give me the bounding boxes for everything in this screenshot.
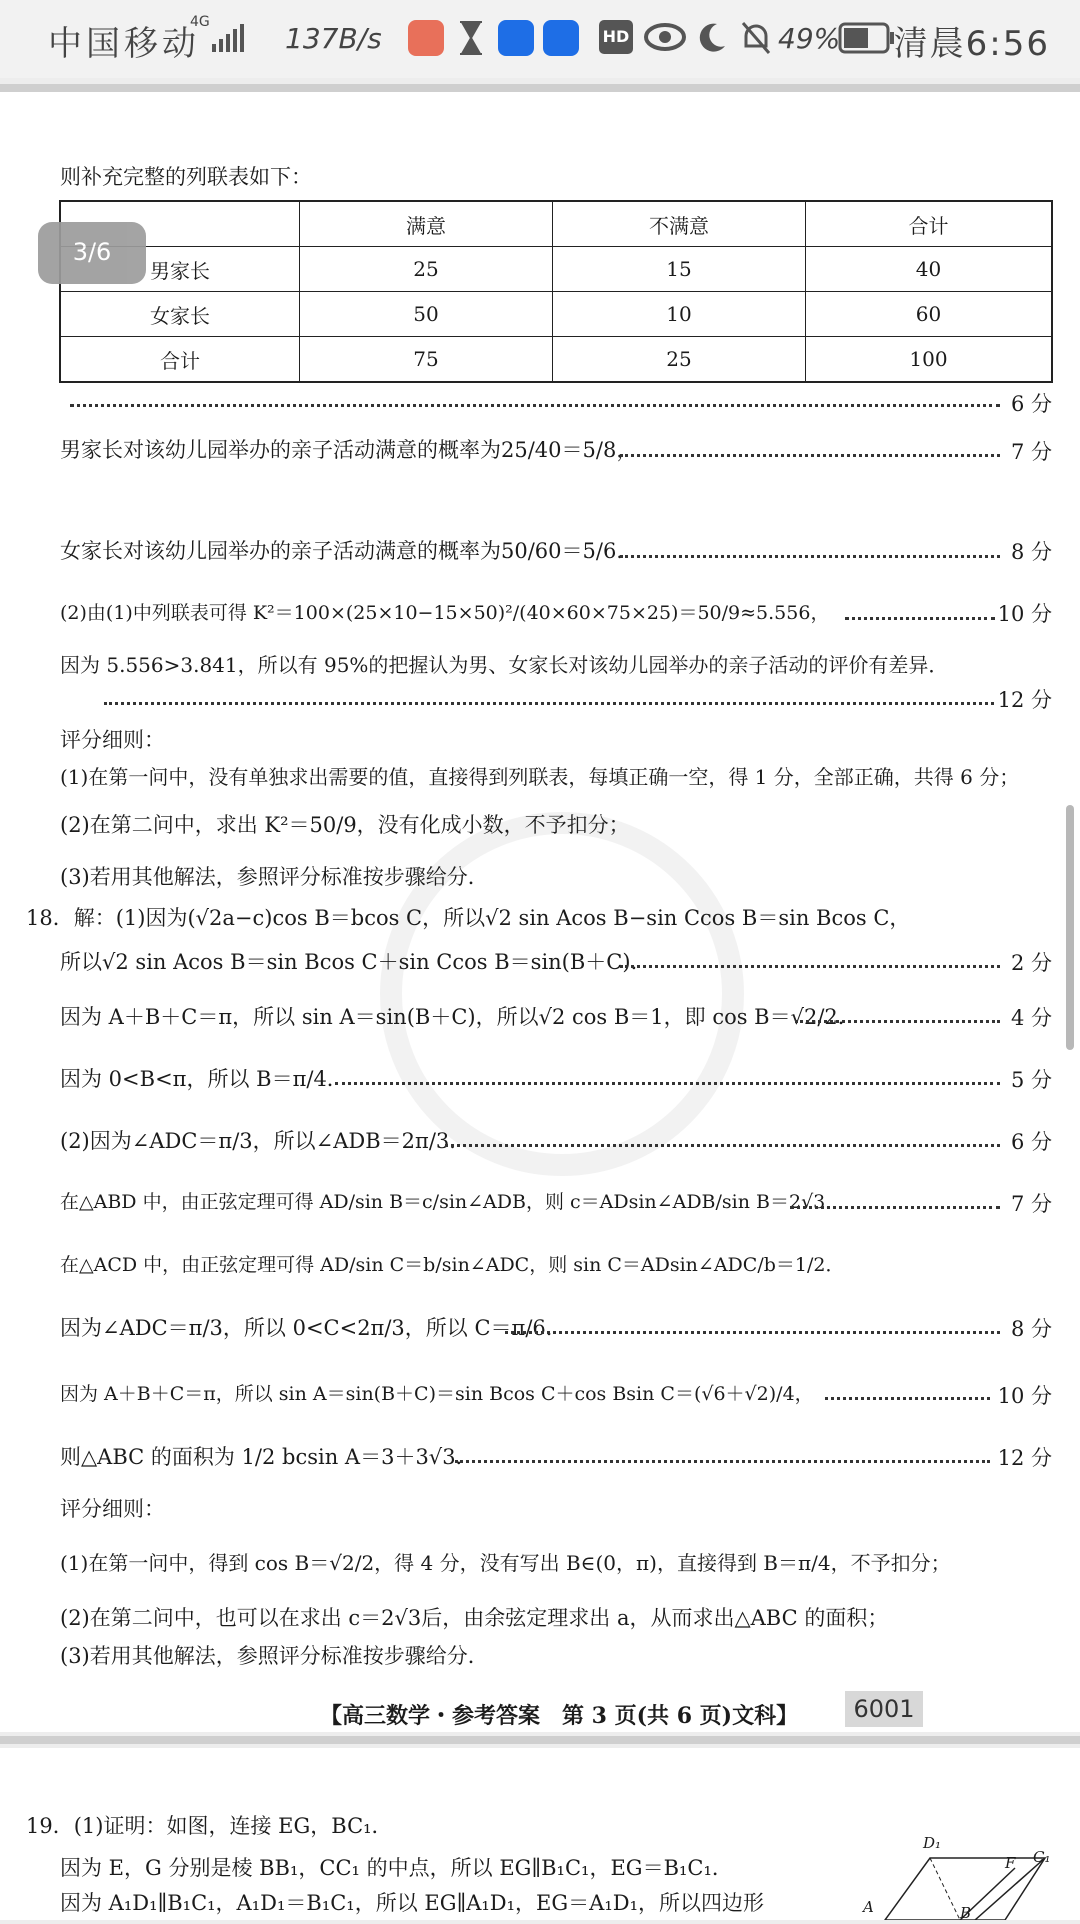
line-text: 因为 E，G 分别是棱 BB₁，CC₁ 的中点，所以 EG∥B₁C₁，EG＝B₁C₁． <box>60 1856 733 1880</box>
table-cell: 男家长 <box>60 247 300 292</box>
line-text: 所以√2 sin Acos B＝sin Bcos C＋sin Ccos B＝sin(B＋C)． <box>60 950 652 974</box>
score-points: 10 分 <box>997 602 1052 626</box>
battery-icon <box>838 22 896 58</box>
leader-dots <box>104 702 994 705</box>
scrollbar[interactable] <box>1066 805 1074 1050</box>
table-cell: 25 <box>553 337 806 383</box>
line-text: (2)因为∠ADC＝π/3，所以∠ADB＝2π/3． <box>60 1129 471 1153</box>
grading-heading: 评分细则： <box>60 1497 165 1521</box>
line-text: 因为∠ADC＝π/3，所以 0<C<2π/3，所以 C＝π/6． <box>60 1316 567 1340</box>
network-type: 4G <box>190 14 210 30</box>
line-text: 因为 A＋B＋C＝π，所以 sin A＝sin(B＋C)，所以√2 cos B＝1，即 cos B＝√2/2． <box>60 1005 859 1029</box>
table-cell: 满意 <box>300 201 553 247</box>
score-points: 7 分 <box>1010 440 1052 464</box>
moon-icon <box>695 20 729 60</box>
table-row <box>60 247 1052 292</box>
hourglass-icon <box>456 20 486 60</box>
line-text: 则△ABC 的面积为 1/2 bcsin A＝3＋3√3． <box>60 1445 477 1469</box>
score-points: 6 分 <box>1010 392 1052 416</box>
line-text: 因为 A₁D₁∥B₁C₁，A₁D₁＝B₁C₁，所以 EG∥A₁D₁，EG＝A₁D₁，所以四边形 <box>60 1891 764 1915</box>
hd-icon: HD <box>599 20 633 54</box>
leader-dots <box>455 1460 990 1463</box>
eye-icon <box>644 22 686 56</box>
table-cell: 40 <box>806 247 1053 292</box>
table-cell: 100 <box>806 337 1053 383</box>
grading-rule: (2)在第二问中，求出 K²＝50/9，没有化成小数，不予扣分； <box>60 813 630 837</box>
table-intro: 则补充完整的列联表如下： <box>60 165 312 189</box>
score-points: 10 分 <box>997 1384 1052 1408</box>
grading-rule: (1)在第一问中，没有单独求出需要的值，直接得到列联表，每填正确一空，得 1 分，全部正确，共得 6 分； <box>60 765 1020 789</box>
grading-rule: (3)若用其他解法，参照评分标准按步骤给分． <box>60 865 489 889</box>
table-cell: 10 <box>553 292 806 337</box>
leader-dots <box>620 454 1000 457</box>
line-text: 女家长对该幼儿园举办的亲子活动满意的概率为50/60＝5/6． <box>60 539 638 563</box>
score-points: 12 分 <box>997 1446 1052 1470</box>
leader-dots <box>790 1206 1000 1209</box>
score-points: 2 分 <box>1010 951 1052 975</box>
mute-bell-icon <box>740 20 772 60</box>
grading-rule: (1)在第一问中，得到 cos B＝√2/2，得 4 分，没有写出 B∈(0，π)，直接得到 B＝π/4，不予扣分； <box>60 1551 951 1575</box>
page-footer: 【高三数学・参考答案 第 3 页(共 6 页)文科】 <box>320 1703 799 1729</box>
bulb-icon <box>543 20 579 56</box>
problem-19-start: 19．(1)证明：如图，连接 EG，BC₁． <box>26 1814 393 1838</box>
leader-dots <box>445 1144 1000 1147</box>
shield-icon <box>498 20 534 56</box>
line-text: 在△ABD 中，由正弦定理可得 AD/sin B＝c/sin∠ADB，则 c＝ADsin∠ADB/sin B＝2√3． <box>60 1191 845 1213</box>
leader-dots <box>845 617 995 620</box>
table-cell: 50 <box>300 292 553 337</box>
table-row <box>60 337 1052 383</box>
table-cell: 合计 <box>806 201 1053 247</box>
figure-label: D₁ <box>923 1834 942 1852</box>
signal-icon <box>210 24 246 56</box>
page-separator <box>0 1736 1080 1744</box>
network-speed: 137B/s <box>285 22 382 55</box>
line-text: 男家长对该幼儿园举办的亲子活动满意的概率为25/40＝5/8， <box>60 438 638 462</box>
geometry-figure <box>855 1828 1055 1920</box>
grading-rule: (2)在第二问中，也可以在求出 c＝2√3后，由余弦定理求出 a，从而求出△ABC 的面积； <box>60 1606 889 1630</box>
grading-rule: (3)若用其他解法，参照评分标准按步骤给分． <box>60 1644 489 1668</box>
leader-dots <box>795 1020 1000 1023</box>
score-points: 12 分 <box>997 688 1052 712</box>
table-cell: 25 <box>300 247 553 292</box>
clock: 清晨6:56 <box>893 24 1050 64</box>
contingency-table <box>59 200 1053 383</box>
score-points: 8 分 <box>1010 540 1052 564</box>
table-cell: 75 <box>300 337 553 383</box>
footer-code: 6001 <box>845 1691 923 1727</box>
table-cell: 15 <box>553 247 806 292</box>
problem-18-start: 18．解：(1)因为(√2a−c)cos B＝bcos C，所以√2 sin Acos B−sin Ccos B＝sin Bcos C， <box>26 906 911 930</box>
carrier-label: 中国移动 <box>48 24 200 64</box>
figure-label: C₁ <box>1033 1848 1051 1866</box>
leader-dots <box>335 1082 1000 1085</box>
score-points: 4 分 <box>1010 1006 1052 1030</box>
battery-percent: 49% <box>778 22 841 55</box>
line-text: 因为 5.556>3.841，所以有 95%的把握认为男、女家长对该幼儿园举办的亲子活动的评价有差异． <box>60 653 949 677</box>
table-cell: 合计 <box>60 337 300 383</box>
figure-label: A <box>863 1898 874 1916</box>
page-indicator: 3/6 <box>38 222 146 284</box>
score-points: 8 分 <box>1010 1317 1052 1341</box>
page-separator <box>0 84 1080 92</box>
line-text: 在△ACD 中，由正弦定理可得 AD/sin C＝b/sin∠ADC，则 sin C＝ADsin∠ADC/b＝1/2． <box>60 1254 845 1276</box>
figure-label: F <box>1005 1854 1016 1872</box>
leader-dots <box>505 1331 1000 1334</box>
line-text: 因为 0<B<π，所以 B＝π/4． <box>60 1067 348 1091</box>
line-text: 因为 A＋B＋C＝π，所以 sin A＝sin(B＋C)＝sin Bcos C＋cos Bsin C＝(√6＋√2)/4， <box>60 1383 814 1405</box>
status-bar <box>0 0 1080 78</box>
table-cell: 女家长 <box>60 292 300 337</box>
score-points: 5 分 <box>1010 1068 1052 1092</box>
document-page-next[interactable] <box>0 1748 1080 1920</box>
score-points: 7 分 <box>1010 1192 1052 1216</box>
table-header-row <box>60 201 1052 247</box>
figure-label: B <box>960 1904 972 1922</box>
leader-dots <box>620 965 1000 968</box>
leader-dots <box>620 555 1000 558</box>
score-points: 6 分 <box>1010 1130 1052 1154</box>
table-row <box>60 292 1052 337</box>
leader-dots <box>70 404 1000 407</box>
app-icon <box>408 20 444 56</box>
grading-heading: 评分细则： <box>60 728 165 752</box>
table-cell: 60 <box>806 292 1053 337</box>
leader-dots <box>825 1397 990 1400</box>
line-text: (2)由(1)中列联表可得 K²＝100×(25×10−15×50)²/(40×60×75×25)＝50/9≈5.556， <box>60 602 830 624</box>
table-cell: 不满意 <box>553 201 806 247</box>
